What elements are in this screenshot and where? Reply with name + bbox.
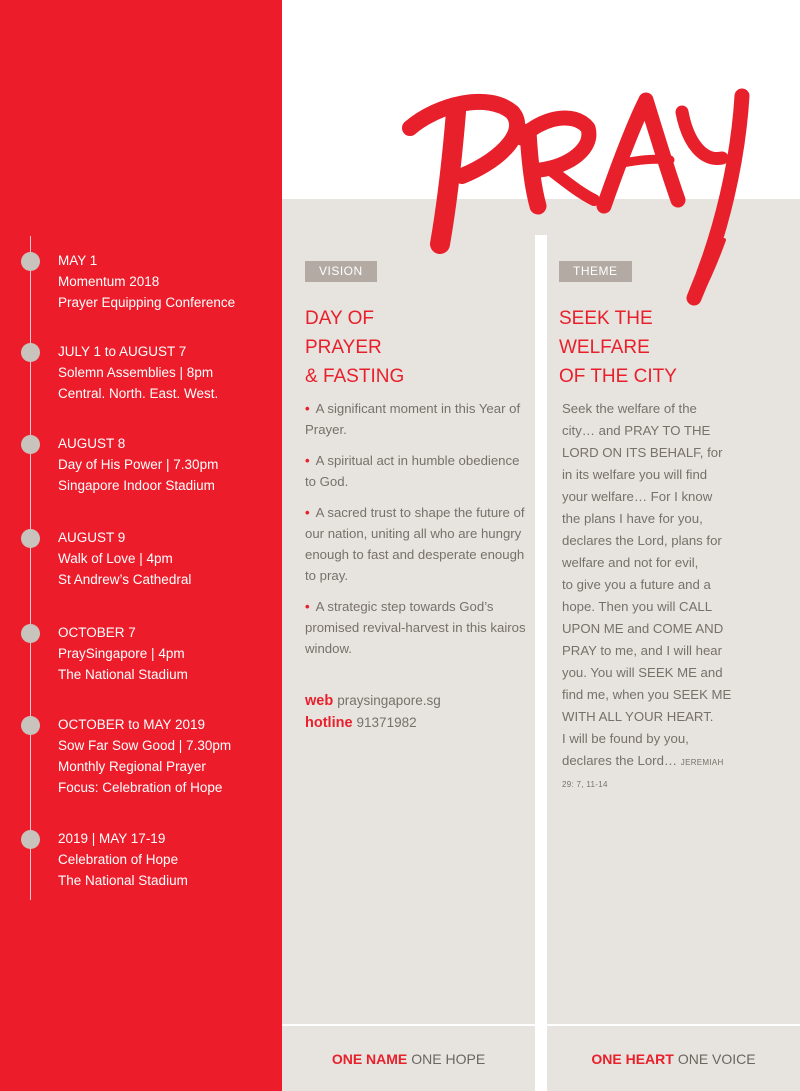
- scripture-line: declares the Lord, plans for: [562, 533, 722, 548]
- timeline-event-text: [58, 527, 191, 590]
- vision-bullet: • A sacred trust to shape the future of our nation, uniting all who are hungry enough to fast and desperate enough to pray.: [305, 505, 525, 583]
- timeline-event-detail: Monthly Regional Prayer: [58, 759, 206, 774]
- scripture-line: you. You will SEEK ME and: [562, 665, 723, 680]
- timeline-line: [30, 236, 31, 900]
- timeline-event-detail: St Andrew’s Cathedral: [58, 572, 192, 587]
- timeline-dot-icon: [21, 529, 40, 548]
- footer-right-strong: ONE HEART: [591, 1050, 674, 1067]
- timeline-event-detail: Day of His Power | 7.30pm: [58, 457, 219, 472]
- footer-left-rest: ONE HOPE: [411, 1050, 486, 1067]
- vision-title-line: DAY OF: [305, 308, 374, 329]
- timeline-event-date: MAY 1: [58, 253, 98, 268]
- vision-bullets: [305, 398, 531, 669]
- theme-title-line: OF THE CITY: [559, 366, 677, 387]
- bullet-dot-icon: •: [305, 453, 310, 468]
- timeline-event-date: 2019 | MAY 17-19: [58, 831, 166, 846]
- scripture-line: I will be found by you,: [562, 731, 689, 746]
- footer-right: [547, 1026, 800, 1091]
- timeline-event-text: [58, 341, 218, 404]
- timeline-event-detail: Solemn Assemblies | 8pm: [58, 365, 214, 380]
- vision-tag: VISION: [305, 261, 377, 282]
- theme-title-line: WELFARE: [559, 337, 650, 358]
- timeline-event-text: [58, 622, 188, 685]
- timeline-event-detail: Sow Far Sow Good | 7.30pm: [58, 738, 232, 753]
- timeline-event-detail: Focus: Celebration of Hope: [58, 780, 223, 795]
- timeline-dot-icon: [21, 624, 40, 643]
- scripture-reference-verses: 29: 7, 11-14: [562, 780, 608, 789]
- vision-title-line: & FASTING: [305, 366, 405, 387]
- timeline-event-text: [58, 433, 218, 496]
- timeline-event-detail: Walk of Love | 4pm: [58, 551, 173, 566]
- timeline-dot-icon: [21, 343, 40, 362]
- vision-title-line: PRAYER: [305, 337, 382, 358]
- timeline-dot-icon: [21, 716, 40, 735]
- vision-bullet: • A spiritual act in humble obedience to God.: [305, 453, 520, 489]
- scripture-line: your welfare… For I know: [562, 489, 713, 504]
- contact-info: [305, 690, 441, 734]
- footer-right-rest: ONE VOICE: [677, 1050, 756, 1067]
- scripture-line: hope. Then you will CALL: [562, 599, 713, 614]
- scripture-last-line: declares the Lord… JEREMIAH: [562, 753, 724, 768]
- timeline-event-date: JULY 1 to AUGUST 7: [58, 344, 187, 359]
- pray-logo: [0, 0, 800, 330]
- timeline-event-date: AUGUST 9: [58, 530, 126, 545]
- scripture-line: WITH ALL YOUR HEART.: [562, 709, 714, 724]
- theme-title-line: SEEK THE: [559, 308, 653, 329]
- scripture-line: in its welfare you will find: [562, 467, 708, 482]
- web-row: [305, 690, 441, 712]
- vision-title: [305, 304, 404, 391]
- timeline-event-detail: The National Stadium: [58, 873, 188, 888]
- footer-left-strong: ONE NAME: [331, 1050, 408, 1067]
- scripture-line: to give you a future and a: [562, 577, 711, 592]
- hotline-number: 91371982: [356, 715, 417, 730]
- bullet-dot-icon: •: [305, 599, 310, 614]
- timeline-event-detail: PraySingapore | 4pm: [58, 646, 185, 661]
- footer-left: [282, 1026, 535, 1091]
- pray-logo-text: PRAY: [569, 183, 591, 192]
- scripture-reference: JEREMIAH: [680, 758, 724, 767]
- footer-divider-strip: [535, 1026, 547, 1091]
- hotline-row: [305, 712, 441, 734]
- timeline-event-detail: Prayer Equipping Conference: [58, 295, 236, 310]
- timeline-dot-icon: [21, 830, 40, 849]
- timeline-event-detail: Singapore Indoor Stadium: [58, 478, 215, 493]
- timeline-event-text: [58, 714, 231, 798]
- timeline-event-detail: Momentum 2018: [58, 274, 160, 289]
- column-divider: [535, 235, 547, 1025]
- timeline-event-detail: Celebration of Hope: [58, 852, 179, 867]
- theme-title: [559, 304, 677, 391]
- timeline-dot-icon: [21, 435, 40, 454]
- timeline-event-date: OCTOBER to MAY 2019: [58, 717, 206, 732]
- scripture-line: PRAY to me, and I will hear: [562, 643, 723, 658]
- timeline-event-date: OCTOBER 7: [58, 625, 136, 640]
- scripture-line: Seek the welfare of the: [562, 401, 697, 416]
- scripture-lines: [562, 398, 792, 750]
- scripture-line: the plans I have for you,: [562, 511, 703, 526]
- bullet-dot-icon: •: [305, 505, 310, 520]
- web-label: web: [305, 693, 334, 709]
- theme-tag: THEME: [559, 261, 632, 282]
- timeline-event-text: [58, 828, 188, 891]
- scripture-line: LORD ON ITS BEHALF, for: [562, 445, 723, 460]
- timeline-event-detail: The National Stadium: [58, 667, 188, 682]
- vision-bullet: • A strategic step towards God’s promised revival-harvest in this kairos window.: [305, 599, 526, 656]
- bullet-dot-icon: •: [305, 401, 310, 416]
- scripture-line: welfare and not for evil,: [562, 555, 699, 570]
- scripture-passage: [562, 398, 792, 796]
- timeline-event-detail: Central. North. East. West.: [58, 386, 219, 401]
- timeline-event-date: AUGUST 8: [58, 436, 126, 451]
- web-link[interactable]: praysingapore.sg: [337, 693, 441, 708]
- hotline-label: hotline: [305, 715, 353, 731]
- vision-bullet: • A significant moment in this Year of Prayer.: [305, 401, 521, 437]
- scripture-line: city… and PRAY TO THE: [562, 423, 711, 438]
- scripture-line: UPON ME and COME AND: [562, 621, 724, 636]
- scripture-line: find me, when you SEEK ME: [562, 687, 732, 702]
